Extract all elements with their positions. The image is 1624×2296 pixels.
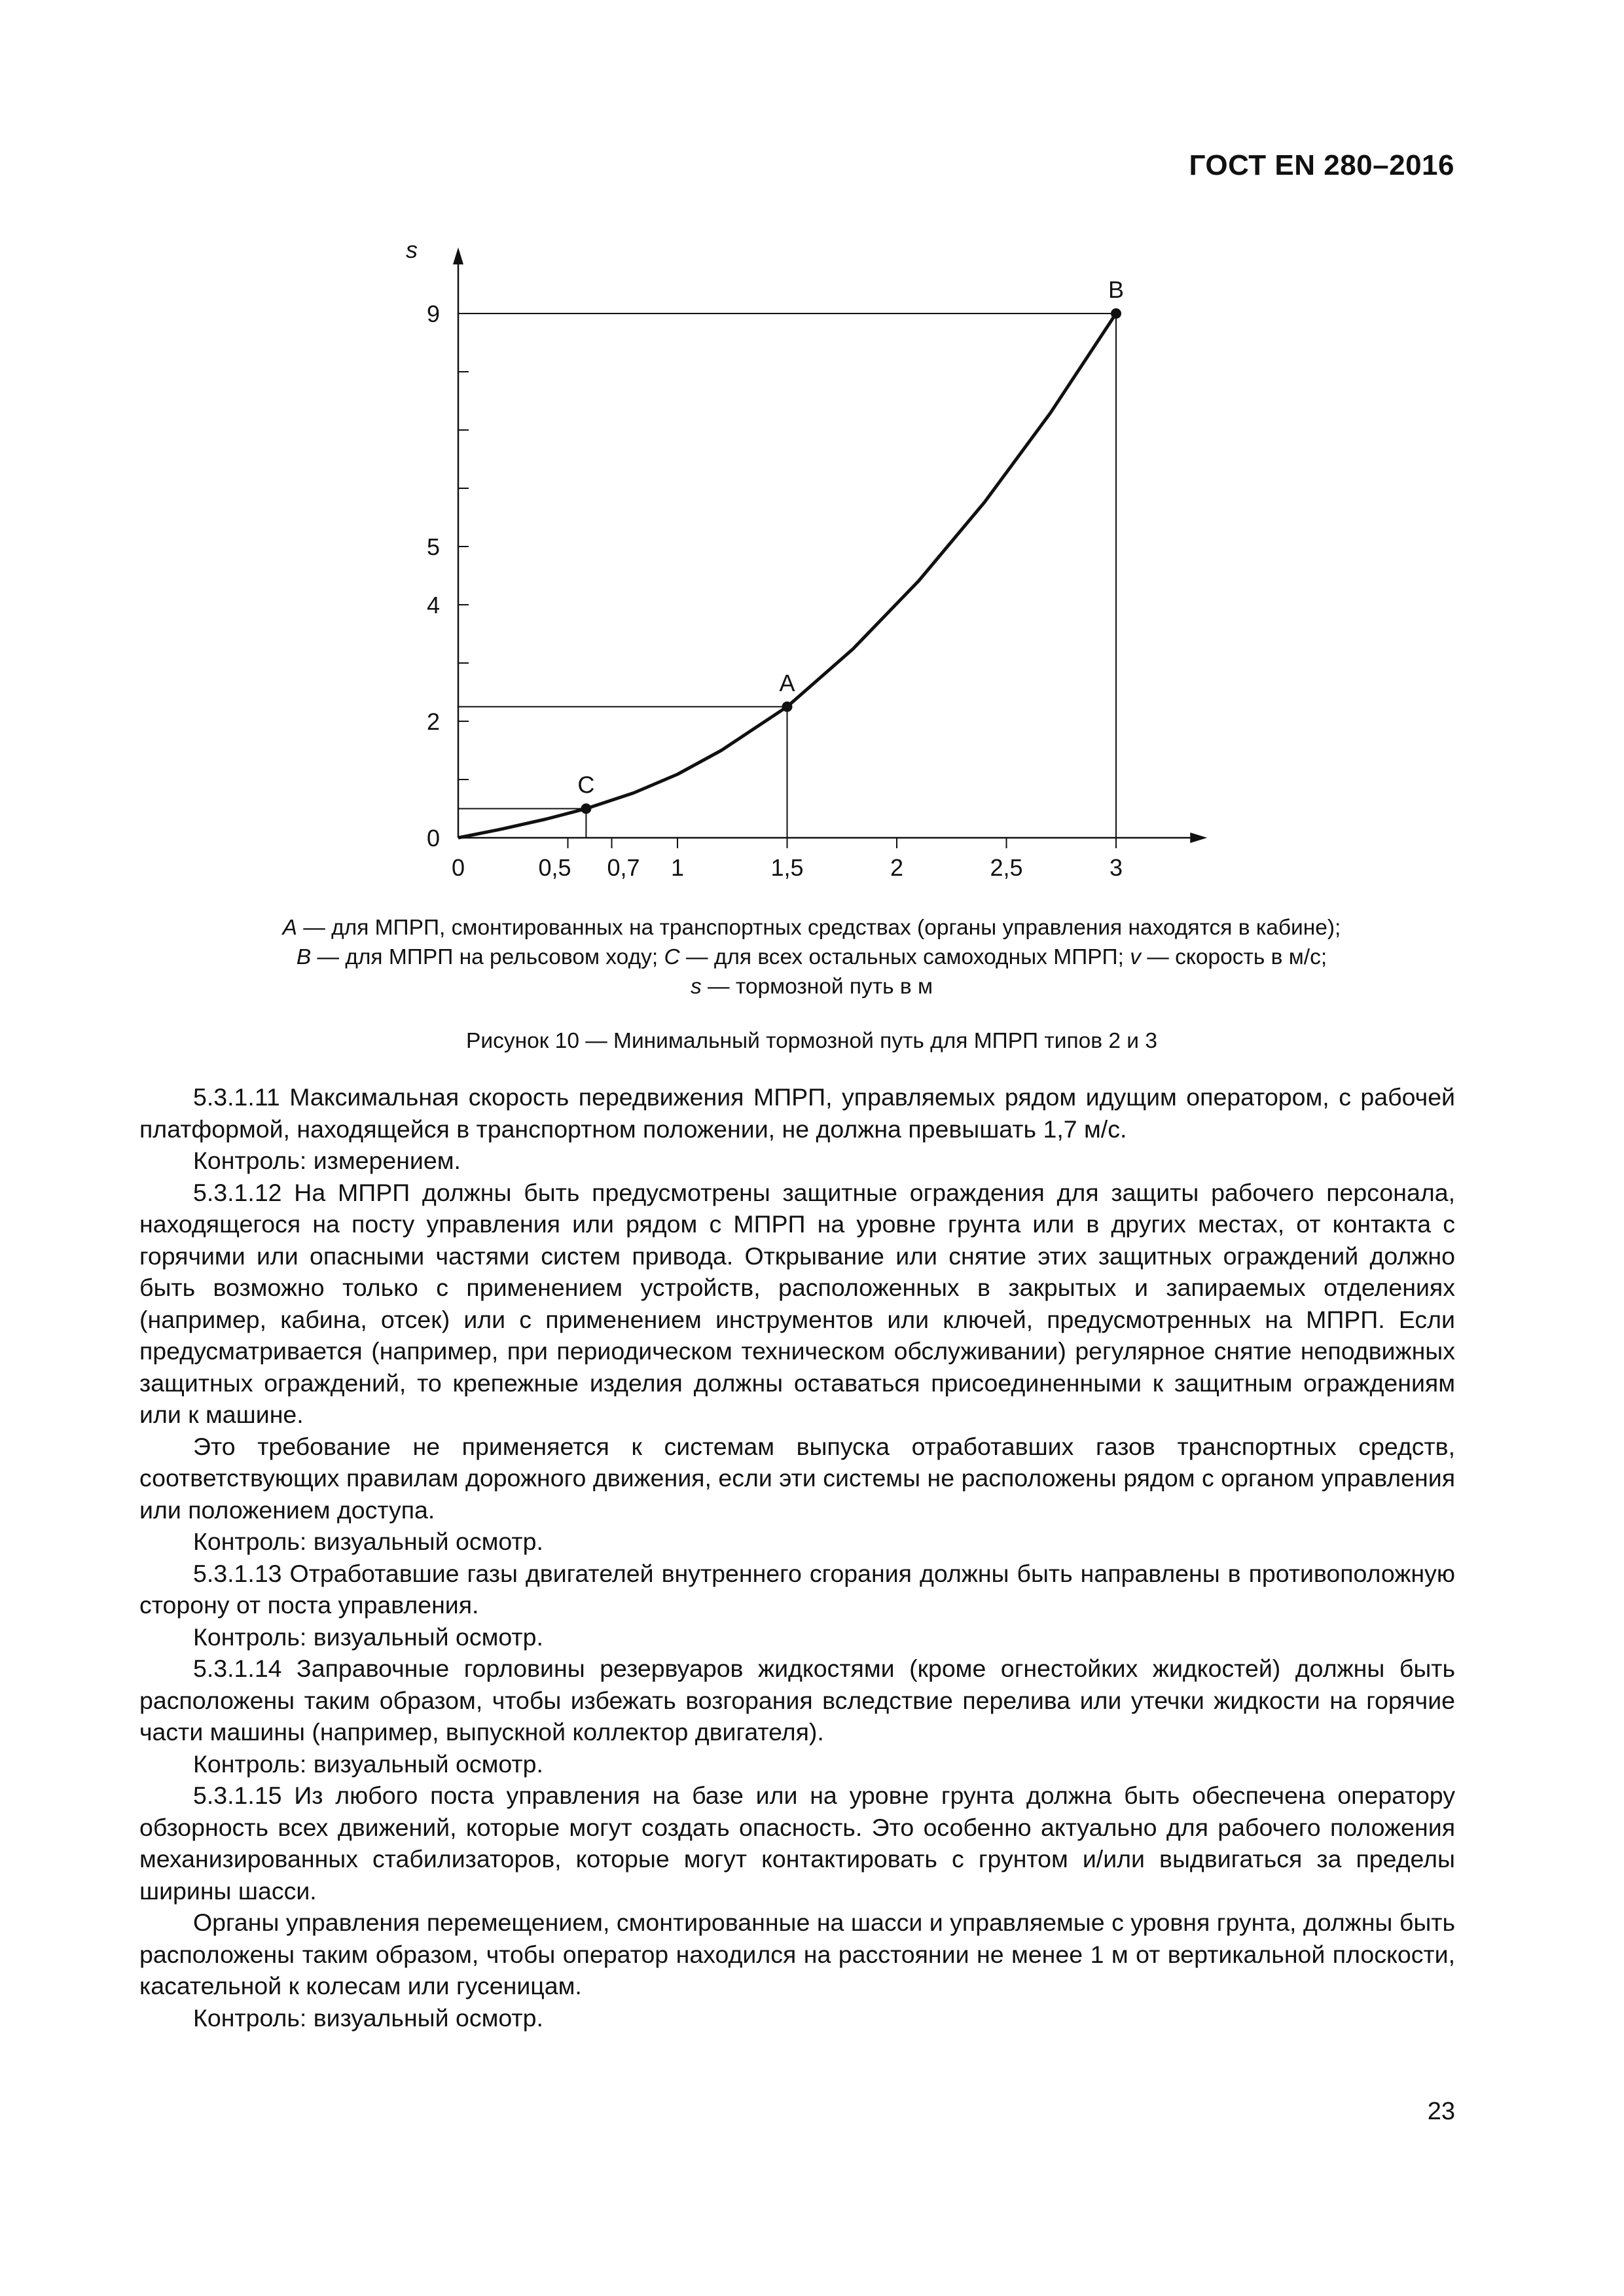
y-axis-label: s — [406, 236, 418, 263]
paragraph-exception: Это требование не применяется к системам выпуска отработавших газов транспортных средств, соответствующих правилам дорожного движения, если эти системы не расположены рядом с органом управления или положением доступа. — [139, 1432, 1455, 1524]
point-label-a: A — [779, 669, 795, 696]
legend-text-c: — для всех остальных самоходных МПРП; — [679, 945, 1130, 969]
point-a — [782, 702, 793, 712]
x-axis-arrow — [1190, 833, 1207, 843]
paragraph-movement-controls: Органы управления перемещением, смонтированные на шасси и управляемые с уровня грунта, должны быть расположены таким образом, чтобы оператор находился на расстоянии не менее 1 м от вертикальной плоскости, касательной к колесам или гусеницам. — [139, 1909, 1455, 2000]
page-number: 23 — [1427, 2098, 1455, 2125]
paragraph-control: Контроль: визуальный осмотр. — [193, 2003, 543, 2032]
paragraph-control: Контроль: измерением. — [193, 1147, 461, 1174]
x-tick-label: 2,5 — [990, 854, 1023, 881]
legend-text-s: — тормозной путь в м — [701, 975, 933, 999]
x-tick-label: 0,7 — [607, 854, 640, 881]
legend-key-a: A — [282, 916, 297, 940]
point-c — [581, 804, 591, 814]
x-tick-label: 1,5 — [770, 854, 804, 881]
x-tick-label: 0 — [451, 854, 465, 881]
paragraph-5-3-1-12: 5.3.1.12 На МПРП должны быть предусмотрены защитные ограждения для защиты рабочего персонала, находящегося на посту управления или рядом с МПРП на уровне грунта или в других местах, от контакта с горячими или опасными частями систем привода. Открывание или снятие этих защитных ограждений должно быть возможно только с применением устройств, расположенных в закрытых и запираемых отделениях (например, кабина, отсек) или с применением инструментов или ключей, предусмотренных на МПРП. Если предусматривается (например, при периодическом техническом обслуживании) регулярное снятие неподвижных защитных ограждений, то крепежные изделия должны оставаться присоединенными к защитным ограждениям или к машине. — [139, 1178, 1455, 1428]
paragraph-5-3-1-13: 5.3.1.13 Отработавшие газы двигателей внутреннего сгорания должны быть направлены в противоположную сторону от поста управления. — [139, 1559, 1455, 1619]
paragraph-control: Контроль: визуальный осмотр. — [193, 1749, 543, 1778]
legend-key-c: С — [664, 945, 680, 969]
legend-key-s: s — [690, 975, 702, 999]
legend-line-2 — [183, 942, 1440, 972]
figure-caption: Рисунок 10 — Минимальный тормозной путь для МПРП типов 2 и 3 — [466, 1029, 1157, 1053]
legend-key-v: v — [1130, 945, 1141, 969]
paragraph-control: Контроль: визуальный осмотр. — [193, 1623, 543, 1651]
point-b — [1111, 308, 1121, 319]
legend-text-a: — для МПРП, смонтированных на транспортных средствах (органы управления находятся в кабине); — [297, 916, 1341, 940]
y-tick-label: 9 — [426, 300, 440, 327]
paragraph-5-3-1-15: 5.3.1.15 Из любого поста управления на базе или на уровне грунта должна быть обеспечена оператору обзорность всех движений, которые могут создать опасность. Это особенно актуально для рабочего положения механизированных стабилизаторов, которые могут контактировать с грунтом и/или выдвигаться за пределы ширины шасси. — [139, 1782, 1455, 1905]
legend-line-3 — [183, 972, 1440, 1001]
y-axis-arrow — [453, 247, 463, 264]
y-tick-label: 2 — [426, 708, 440, 735]
paragraph-control: Контроль: визуальный осмотр. — [193, 1528, 543, 1555]
braking-distance-chart — [367, 216, 1211, 890]
body-text — [139, 1081, 1455, 2034]
x-tick-label: 0,5 — [538, 854, 571, 881]
point-label-b: B — [1108, 276, 1125, 303]
legend-text-v: — скорость в м/с; — [1141, 945, 1327, 969]
document-header: ГОСТ EN 280–2016 — [1189, 149, 1454, 181]
legend-text-b: — для МПРП на рельсовом ходу; — [311, 945, 664, 969]
legend-key-b: В — [296, 945, 312, 969]
y-tick-label: 5 — [426, 533, 440, 560]
y-tick-label: 4 — [426, 592, 440, 619]
point-label-c: C — [577, 771, 595, 798]
x-tick-label: 3 — [1109, 854, 1123, 881]
legend-line-1 — [183, 913, 1440, 942]
paragraph-5-3-1-14: 5.3.1.14 Заправочные горловины резервуаров жидкостями (кроме огнестойких жидкостей) должны быть расположены таким образом, чтобы избежать возгорания вследствие перелива или утечки жидкости на горячие части машины (например, выпускной коллектор двигателя). — [139, 1655, 1455, 1746]
paragraph-5-3-1-11: 5.3.1.11 Максимальная скорость передвижения МПРП, управляемых рядом идущим оператором, с рабочей платформой, находящейся в транспортном положении, не должна превышать 1,7 м/с. — [139, 1083, 1455, 1143]
y-tick-label: 0 — [426, 825, 440, 852]
figure-legend — [183, 913, 1440, 1001]
x-tick-label: 1 — [670, 854, 685, 881]
x-tick-label: 2 — [890, 854, 904, 881]
